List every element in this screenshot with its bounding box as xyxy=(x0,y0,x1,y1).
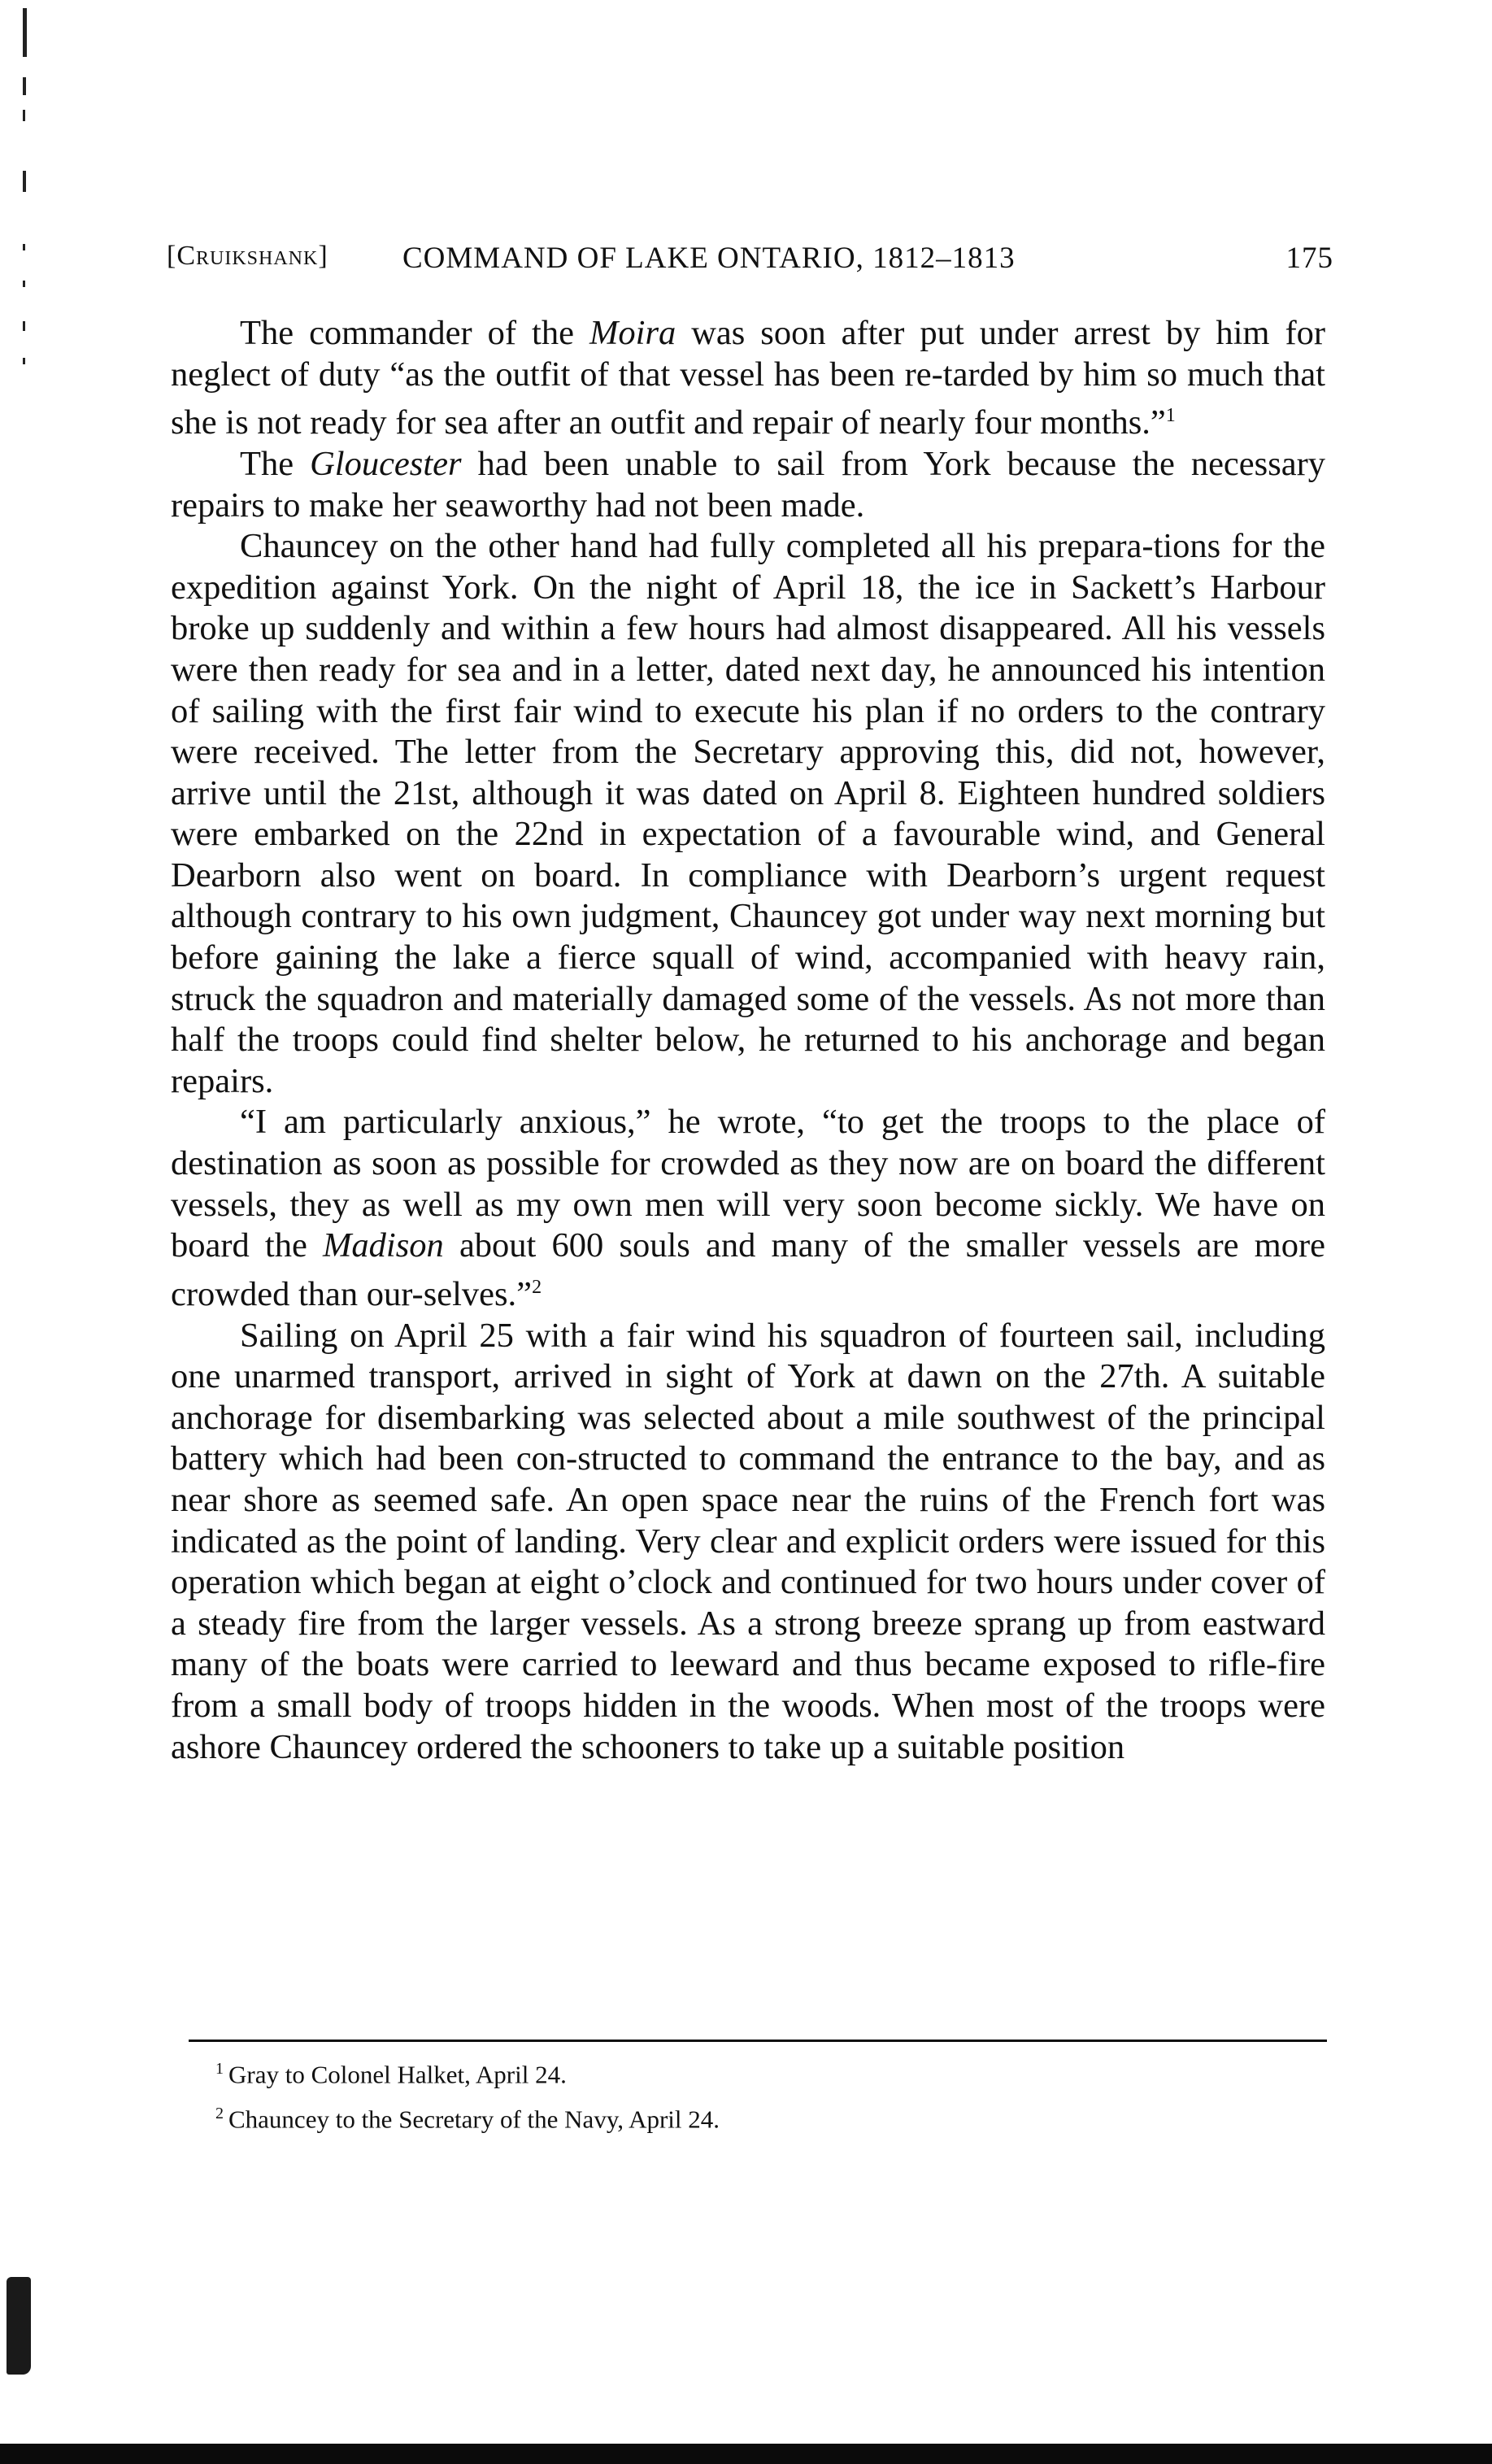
footnote xyxy=(215,2094,1272,2139)
scan-mark xyxy=(23,8,27,57)
header-author: [Cruikshank] xyxy=(167,241,328,271)
footnotes xyxy=(215,2049,1272,2140)
footnote-marker: 1 xyxy=(215,2060,224,2078)
running-header xyxy=(167,241,1333,289)
scan-mark xyxy=(23,110,25,121)
page-number: 175 xyxy=(1285,242,1333,275)
footnote-marker: 2 xyxy=(215,2105,224,2123)
footnote-ref: 2 xyxy=(532,1276,542,1298)
scan-edge-blot xyxy=(7,2277,31,2375)
ship-name: Gloucester xyxy=(310,444,462,483)
footnote xyxy=(215,2049,1272,2094)
scan-bottom-edge xyxy=(0,2444,1492,2464)
ship-name: Madison xyxy=(323,1226,444,1265)
body-text xyxy=(171,313,1325,1768)
ship-name: Moira xyxy=(589,314,676,352)
paragraph: The commander of the Moira was soon after put under arrest by him for neglect of duty “as the outfit of that vessel has been re-tarded by him so much that she is not ready for sea after an outfit and repair of nearly four months.”$^1$ xyxy=(171,314,1325,442)
scan-mark xyxy=(23,171,26,192)
footnote-rule xyxy=(189,2040,1327,2042)
footnote-text: Gray to Colonel Halket, April 24. xyxy=(228,2060,567,2089)
footnote-ref: 1 xyxy=(1165,405,1176,427)
paragraph: “I am particularly anxious,” he wrote, “to get the troops to the place of destination as soon as possible for crowded as they now are on board the different vessels, they as well as my own men will very soon become sickly. We have on board the Madison about 600 souls and many of the smaller vessels are more crowded than our-selves.”$^2$ xyxy=(171,1103,1325,1313)
scan-mark xyxy=(23,281,25,287)
paragraph: Chauncey on the other hand had fully completed all his prepara-tions for the expedition against York. On the night of April 18, the ice in Sackett’s Harbour broke up suddenly and within a few hours had almost disappeared. All his vessels were then ready for sea and in a letter, dated next day, he announced his intention of sailing with the first fair wind to execute his plan if no orders to the contrary were received. The letter from the Secretary approving this, did not, however, arrive until the 21st, although it was dated on April 8. Eighteen hundred soldiers were embarked on the 22nd in expectation of a favourable wind, and General Dearborn also went on board. In compliance with Dearborn’s urgent request although contrary to his own judgment, Chauncey got under way next morning but before gaining the lake a fierce squall of wind, accompanied with heavy rain, struck the squadron and materially damaged some of the vessels. As not more than half the troops could find shelter below, he returned to his anchorage and began repairs. xyxy=(171,527,1325,1100)
footnote-text: Chauncey to the Secretary of the Navy, April 24. xyxy=(228,2105,720,2134)
paragraph: Sailing on April 25 with a fair wind his squadron of fourteen sail, including one unarmed transport, arrived in sight of York at dawn on the 27th. A suitable anchorage for disembarking was selected about a mile southwest of the principal battery which had been con-structed to command the entrance to the bay, and as near shore as seemed safe. An open space near the ruins of the French fort was indicated as the point of landing. Very clear and explicit orders were issued for this operation which began at eight o’clock and continued for two hours under cover of a steady fire from the larger vessels. As a strong breeze sprang up from eastward many of the boats were carried to leeward and thus became exposed to rifle-fire from a small body of troops hidden in the woods. When most of the troops were ashore Chauncey ordered the schooners to take up a suitable position xyxy=(171,1316,1325,1766)
scan-edge-marks xyxy=(15,0,37,423)
paragraph: The Gloucester had been unable to sail from York because the necessary repairs to make her seaworthy had not been made. xyxy=(171,444,1325,525)
scan-mark xyxy=(23,358,25,364)
scan-mark xyxy=(23,321,25,331)
scan-mark xyxy=(23,77,26,95)
scan-mark xyxy=(23,244,25,250)
header-title: COMMAND OF LAKE ONTARIO, 1812–1813 xyxy=(402,242,1016,275)
